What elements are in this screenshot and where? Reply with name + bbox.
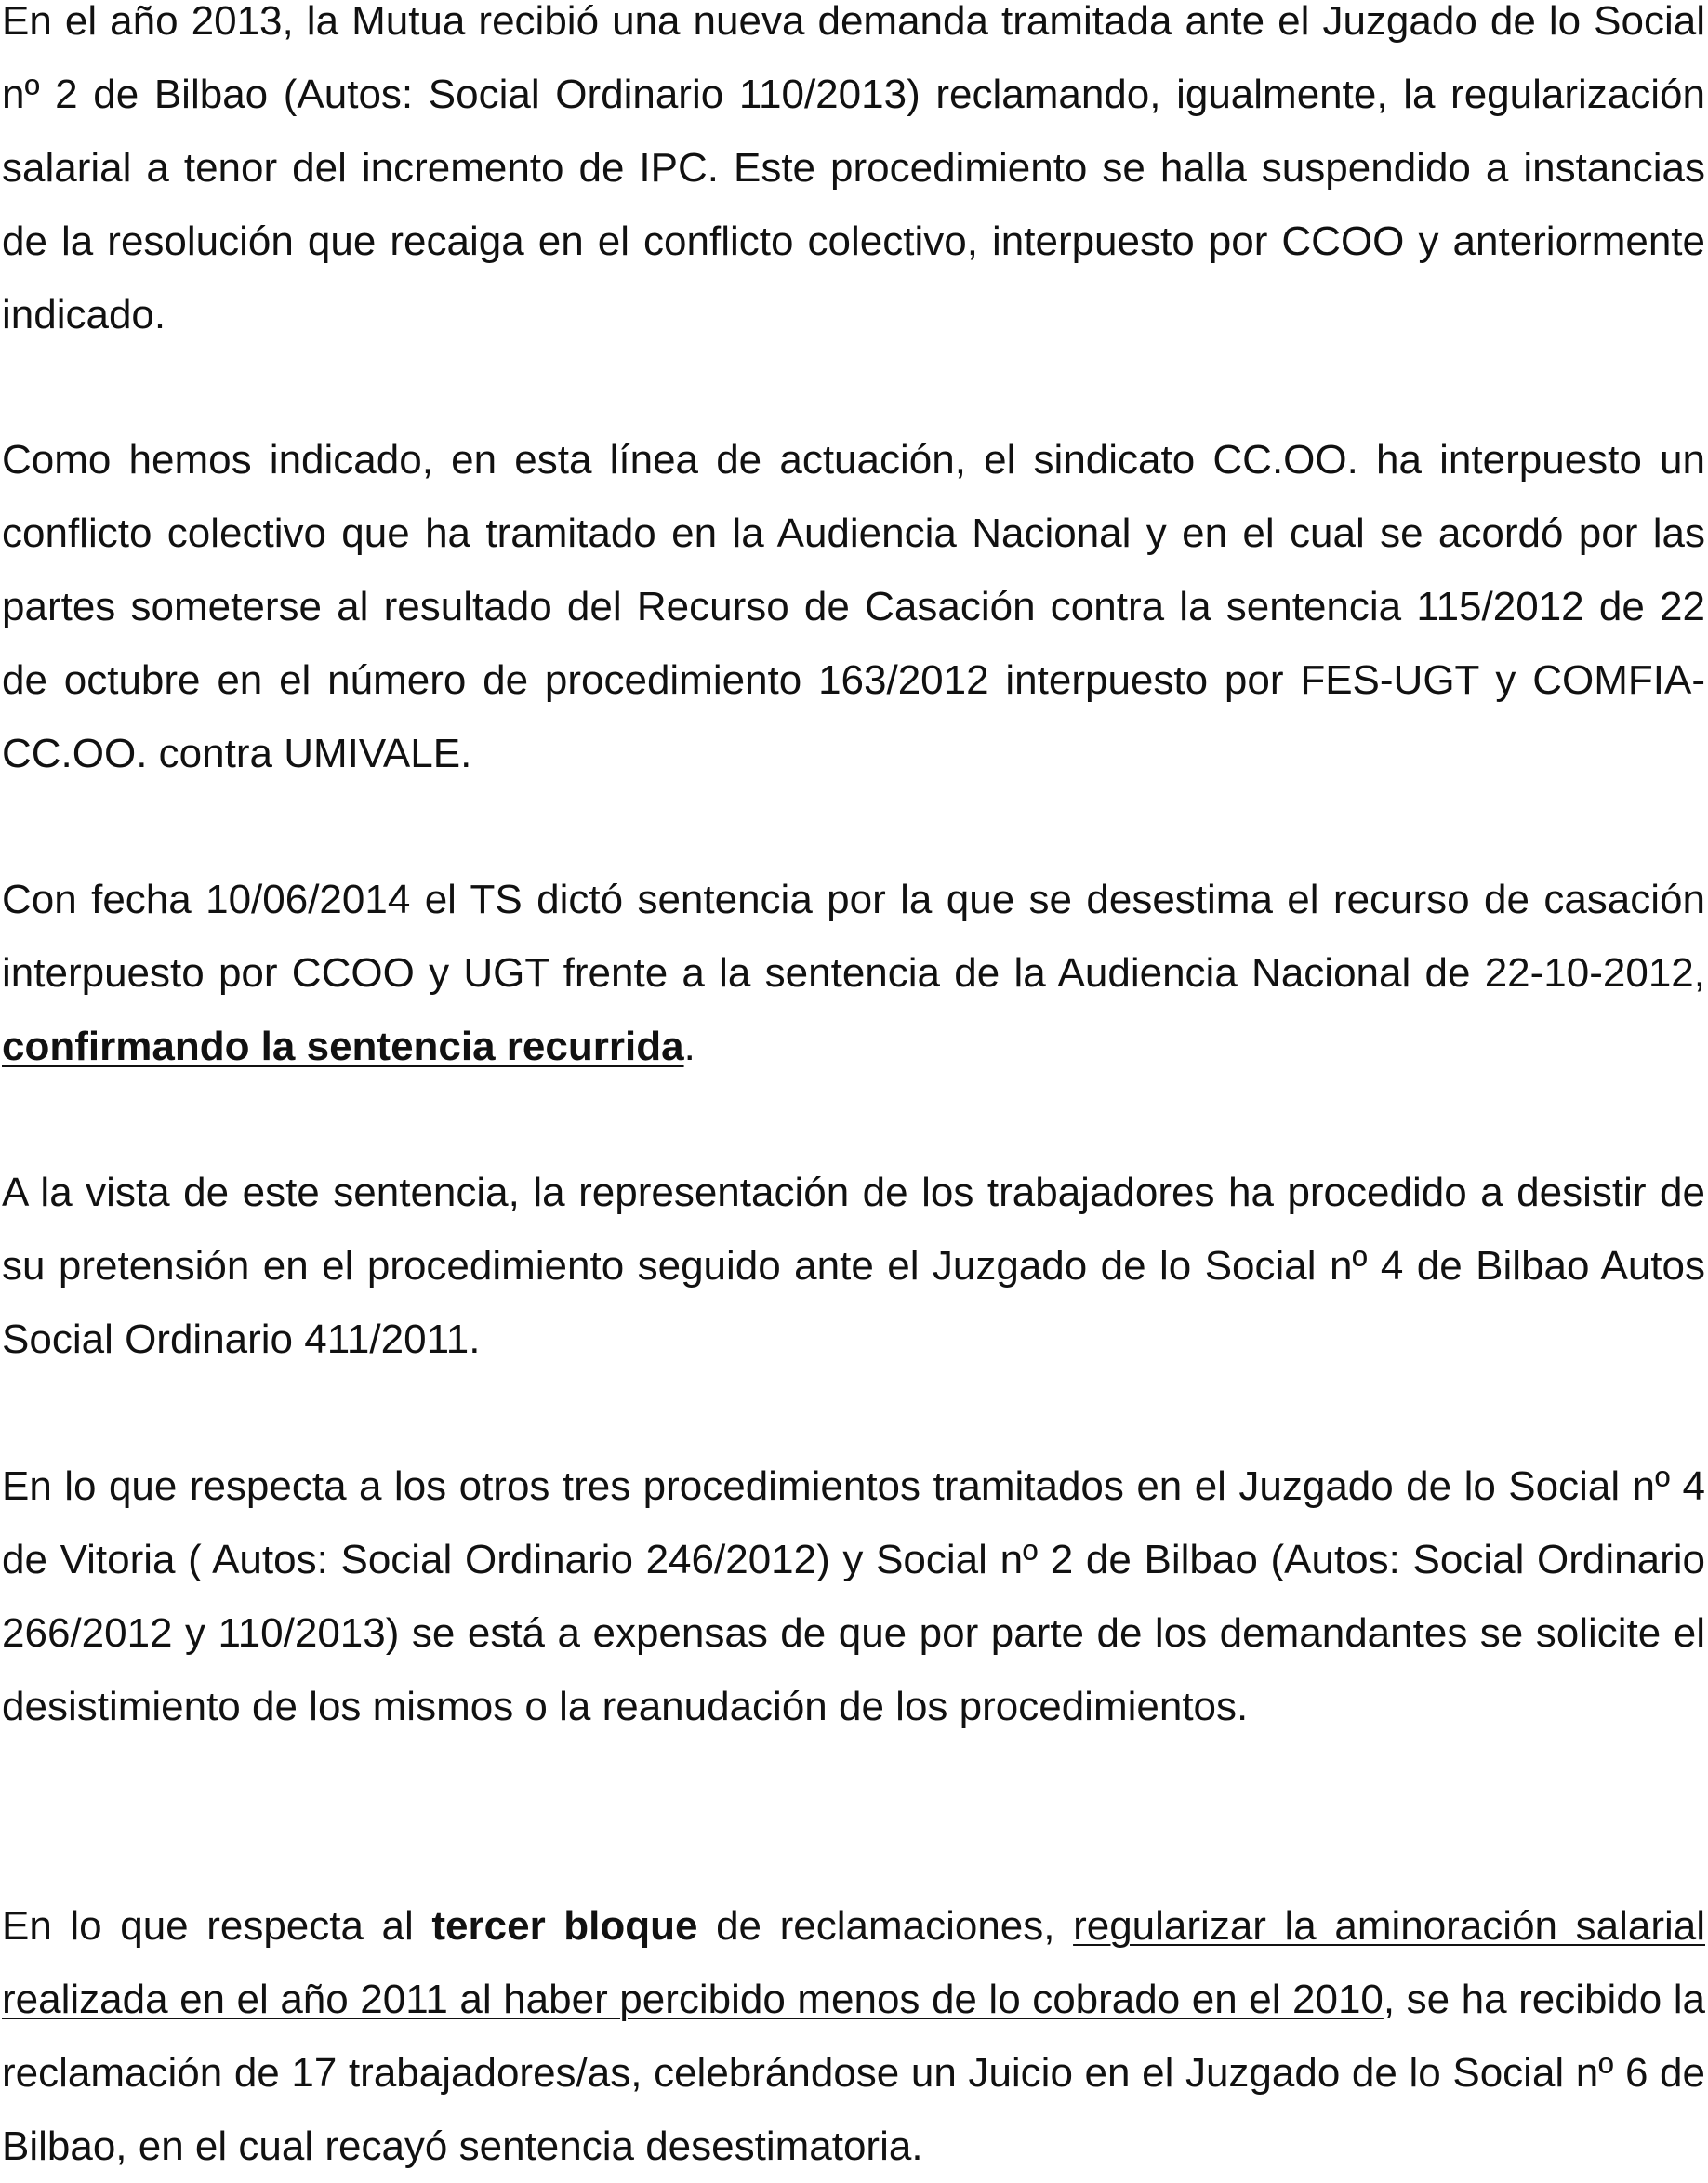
emphasis-confirmando: confirmando la sentencia recurrida <box>2 1024 684 1069</box>
paragraph-text: . <box>683 1024 695 1069</box>
paragraph-text: A la vista de este sentencia, la representación de los trabajadores ha procedido a desistir de su pretensión en el procedimiento seguido ante el Juzgado de lo Social nº 4 de Bilbao Autos Social Ordinario 411/2011. <box>2 1170 1705 1362</box>
paragraph-text: Como hemos indicado, en esta línea de actuación, el sindicato CC.OO. ha interpuesto un conflicto colectivo que ha tramitado en la Audiencia Nacional y en el cual se acordó por las partes someterse al resultado del Recurso de Casación contra la sentencia 115/2012 de 22 de octubre en el número de procedimiento 163/2012 interpuesto por FES-UGT y COMFIA-CC.OO. contra UMIVALE. <box>2 437 1705 776</box>
bold-tercer-bloque: tercer bloque <box>431 1903 698 1949</box>
paragraph-desistimiento <box>2 1156 1705 1376</box>
paragraph-text: En lo que respecta al <box>2 1903 432 1949</box>
paragraph-demanda-2013 <box>2 0 1705 351</box>
paragraph-text: , se ha recibido la reclamación de 17 trabajadores/as, celebrándose un Juicio en el Juzgado de lo Social nº 6 de Bilbao, en el cual recayó sentencia desestimatoria. <box>2 1977 1705 2169</box>
paragraph-text: de reclamaciones, <box>697 1903 1074 1949</box>
paragraph-sentencia-ts <box>2 863 1705 1083</box>
paragraph-text: En lo que respecta a los otros tres procedimientos tramitados en el Juzgado de lo Social nº 4 de Vitoria ( Autos: Social Ordinario 246/2012) y Social nº 2 de Bilbao (Autos: Social Ordinario 266/2012 y 110/2013) se está a expensas de que por parte de los demandantes se solicite el desistimiento de los mismos o la reanudación de los procedimientos. <box>2 1463 1705 1729</box>
paragraph-text: En el año 2013, la Mutua recibió una nueva demanda tramitada ante el Juzgado de lo Social nº 2 de Bilbao (Autos: Social Ordinario 110/2013) reclamando, igualmente, la regularización salarial a tenor del incremento de IPC. Este procedimiento se halla suspendido a instancias de la resolución que recaiga en el conflicto colectivo, interpuesto por CCOO y anteriormente indicado. <box>2 0 1705 337</box>
paragraph-otros-procedimientos <box>2 1449 1705 1743</box>
paragraph-text: Con fecha 10/06/2014 el TS dictó sentencia por la que se desestima el recurso de casación interpuesto por CCOO y UGT frente a la sentencia de la Audiencia Nacional de 22-10-2012, <box>2 877 1705 996</box>
underlined-regularizar: regularizar la aminoración salarial realizada en el año 2011 al haber percibido menos de lo cobrado en el 2010 <box>2 1903 1705 2022</box>
paragraph-tercer-bloque <box>2 1889 1705 2183</box>
paragraph-conflicto-colectivo <box>2 423 1705 790</box>
